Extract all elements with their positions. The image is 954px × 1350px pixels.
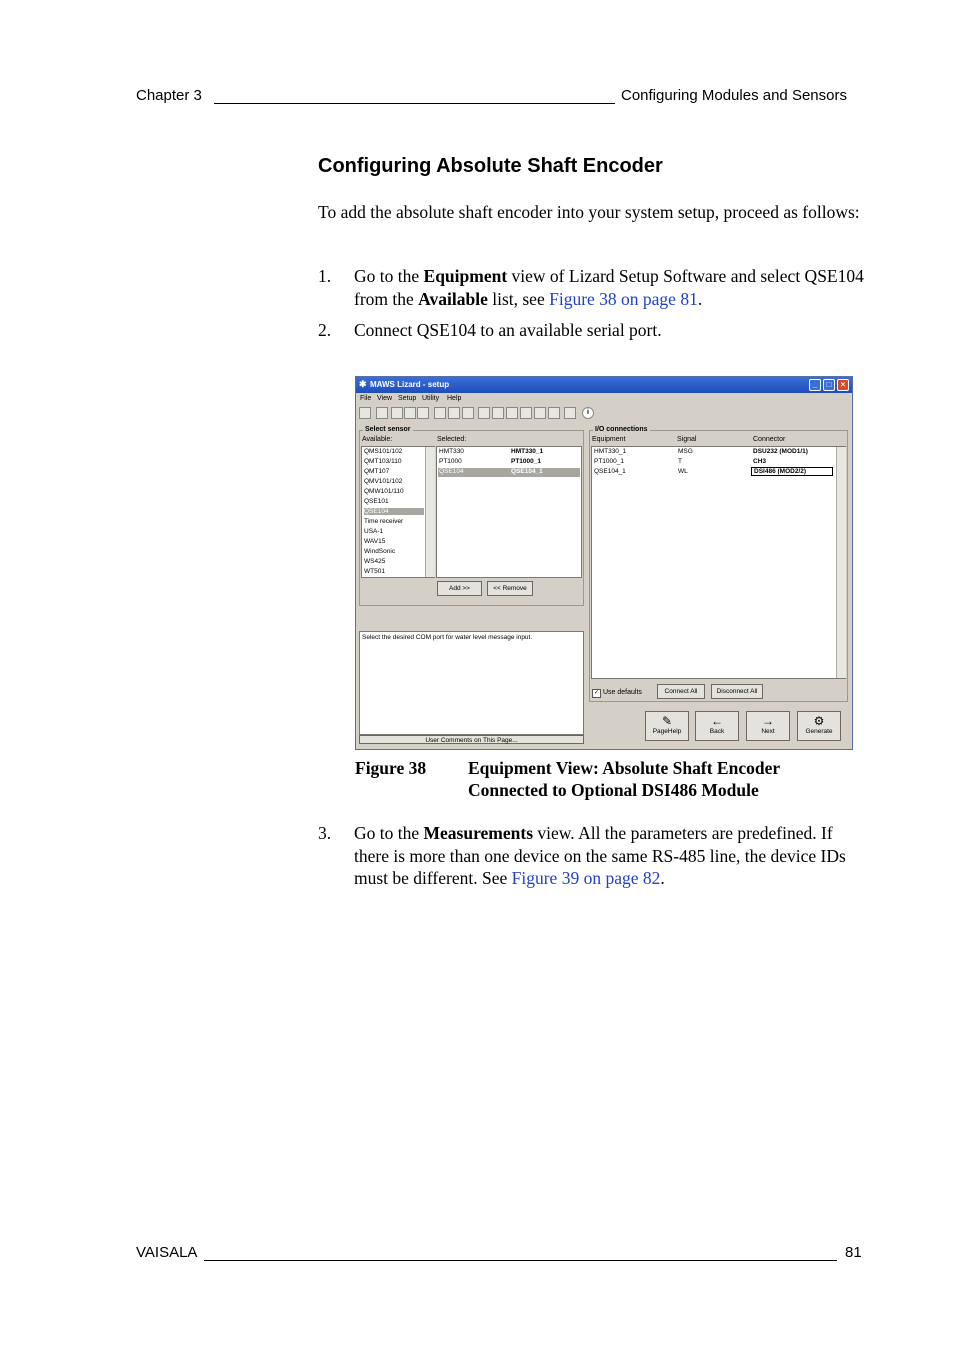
io-list[interactable] — [591, 446, 846, 679]
list-item[interactable]: USA-1 — [364, 528, 384, 535]
intro-paragraph: To add the absolute shaft encoder into your system setup, proceed as follows: — [318, 202, 860, 222]
close-icon[interactable]: × — [837, 379, 849, 391]
list-item[interactable]: QSE101 — [364, 498, 389, 505]
selected-type[interactable]: QSE104 — [439, 468, 464, 475]
toolbar-bars-icon[interactable] — [478, 407, 490, 419]
step-2-number: 2. — [318, 320, 332, 340]
step-1 — [318, 265, 863, 311]
list-item[interactable]: QMV101/102 — [364, 478, 403, 485]
lizard-setup-window — [355, 376, 853, 750]
io-signal[interactable]: T — [678, 458, 682, 465]
minimize-icon[interactable]: _ — [809, 379, 821, 391]
step-3 — [318, 822, 863, 892]
back-arrow-icon: ← — [711, 714, 723, 728]
list-item-selected[interactable]: QSE104 — [364, 508, 424, 515]
selected-type[interactable]: PT1000 — [439, 458, 462, 465]
io-equipment[interactable]: QSE104_1 — [594, 468, 626, 475]
toolbar-gear2-icon[interactable] — [564, 407, 576, 419]
selected-name[interactable]: HMT330_1 — [511, 448, 544, 455]
figure-caption-line1: Equipment View: Absolute Shaft Encoder — [468, 758, 781, 778]
next-arrow-icon: → — [762, 714, 774, 728]
toolbar-bike-icon[interactable] — [492, 407, 504, 419]
select-sensor-label: Select sensor — [365, 426, 411, 433]
footer-page-number: 81 — [845, 1244, 862, 1261]
toolbar-person-icon[interactable] — [448, 407, 460, 419]
figure-39-link[interactable]: Figure 39 on page 82 — [511, 868, 661, 888]
toolbar-gear-icon[interactable] — [548, 407, 560, 419]
io-connector[interactable]: DSU232 (MOD1/1) — [753, 448, 808, 455]
list-item[interactable]: WAV15 — [364, 538, 386, 545]
selected-list[interactable] — [436, 446, 582, 578]
io-equipment[interactable]: HMT330_1 — [594, 448, 627, 455]
back-label: Back — [709, 728, 725, 735]
menu-file[interactable]: File — [360, 395, 372, 402]
window-title: MAWS Lizard - setup — [370, 380, 450, 389]
maximize-icon[interactable]: □ — [823, 379, 835, 391]
figure-label: Figure 38 — [355, 758, 427, 778]
menu-view[interactable]: View — [377, 395, 393, 402]
comment-box[interactable] — [359, 631, 584, 735]
pagehelp-label: PageHelp — [652, 728, 682, 735]
step-3-text: Go to the — [354, 823, 424, 843]
list-item[interactable]: QMT107 — [364, 468, 390, 475]
generate-label: Generate — [805, 728, 833, 735]
back-button[interactable] — [695, 711, 739, 741]
selected-name[interactable]: PT1000_1 — [511, 458, 541, 465]
step-1-text-3: list, see — [487, 288, 550, 309]
list-item[interactable]: WindSonic — [364, 548, 396, 555]
connect-all-button[interactable]: Connect All — [657, 684, 705, 699]
add-button[interactable]: Add >> — [437, 581, 482, 596]
toolbar-dec-icon[interactable] — [391, 407, 403, 419]
step-1-text: Go to the — [354, 266, 424, 286]
header-title: Configuring Modules and Sensors — [621, 87, 847, 104]
step-1-bold-available: Available — [418, 288, 488, 309]
list-item[interactable]: WS425 — [364, 558, 386, 565]
menu-setup[interactable]: Setup — [398, 395, 417, 402]
header-chapter: Chapter 3 — [136, 87, 202, 104]
footer-rule — [204, 1260, 837, 1261]
io-connector[interactable]: CH3 — [753, 458, 767, 465]
column-equipment: Equipment — [592, 436, 626, 443]
window-titlebar — [356, 377, 852, 393]
figure-38-link[interactable]: Figure 38 on page 81 — [549, 288, 698, 309]
available-scrollbar[interactable] — [425, 447, 435, 577]
list-item[interactable]: QMS101/102 — [364, 448, 403, 455]
toolbar-network-icon[interactable] — [376, 407, 388, 419]
available-list[interactable] — [361, 446, 435, 578]
figure-caption-line2: Connected to Optional DSI486 Module — [468, 780, 759, 800]
io-signal[interactable]: WL — [678, 468, 688, 475]
io-signal[interactable]: MSG — [678, 448, 693, 455]
column-connector: Connector — [753, 436, 786, 443]
toolbar-edit-icon[interactable] — [520, 407, 532, 419]
available-label: Available: — [362, 436, 393, 443]
list-item[interactable]: Time receiver — [364, 518, 404, 525]
step-1-text-4: . — [697, 288, 703, 309]
toolbar-open-icon[interactable] — [359, 407, 371, 419]
step-3-number: 3. — [318, 823, 332, 843]
pagehelp-button[interactable] — [645, 711, 689, 741]
footer-company: VAISALA — [136, 1244, 198, 1261]
step-3-bold-measurements: Measurements — [423, 823, 534, 843]
step-3-text-3: . — [660, 868, 665, 888]
toolbar-page-icon[interactable] — [506, 407, 518, 419]
column-signal: Signal — [677, 436, 697, 443]
io-connector-dropdown[interactable]: DSI486 (MOD2/2) — [751, 467, 833, 476]
comment-text: Select the desired COM port for water level message input. — [362, 634, 533, 641]
list-item[interactable]: QMT103/110 — [364, 458, 402, 465]
remove-button[interactable]: << Remove — [487, 581, 533, 596]
use-defaults-checkbox[interactable]: ✓ — [593, 690, 600, 696]
use-defaults-label: Use defaults — [603, 689, 642, 696]
next-label: Next — [761, 728, 775, 735]
info-icon[interactable]: i — [582, 407, 594, 419]
selected-name[interactable]: QSE104_1 — [511, 468, 543, 475]
section-title: Configuring Absolute Shaft Encoder — [318, 155, 663, 177]
pagehelp-icon: ✎ — [661, 714, 673, 728]
menu-help[interactable]: Help — [447, 395, 462, 402]
menu-utility[interactable]: Utility — [422, 395, 440, 402]
step-3-text-2: view. All the parameters are predefined. If there is more than one device on the same RS-485 line, the device IDs must be different. See — [354, 823, 846, 888]
generate-icon: ⚙ — [813, 714, 825, 728]
toolbar-sensor-icon[interactable] — [434, 407, 446, 419]
step-1-text-2: view of Lizard Setup Software and select QSE104 from the — [354, 266, 864, 309]
step-1-number: 1. — [318, 266, 332, 286]
step-2-text: Connect QSE104 to an available serial port. — [354, 320, 662, 340]
comment-footer[interactable]: User Comments on This Page... — [359, 735, 584, 744]
toolbar-dec2-icon[interactable] — [404, 407, 416, 419]
header-rule — [214, 103, 615, 104]
generate-button[interactable] — [797, 711, 841, 741]
toolbar-bell-icon[interactable] — [534, 407, 546, 419]
list-item[interactable]: QMW101/110 — [364, 488, 404, 495]
list-item[interactable]: WT501 — [364, 568, 385, 575]
io-connections-label: I/O connections — [595, 426, 648, 433]
disconnect-all-button[interactable]: Disconnect All — [711, 684, 763, 699]
app-icon: ✱ — [359, 379, 367, 389]
io-equipment[interactable]: PT1000_1 — [594, 458, 624, 465]
selected-type[interactable]: HMT330 — [439, 448, 464, 455]
toolbar-flag-icon[interactable] — [462, 407, 474, 419]
toolbar-wind-icon[interactable] — [417, 407, 429, 419]
step-1-bold-equipment: Equipment — [423, 266, 508, 286]
next-button[interactable] — [746, 711, 790, 741]
io-scrollbar[interactable] — [836, 447, 846, 678]
selected-label: Selected: — [437, 436, 467, 443]
